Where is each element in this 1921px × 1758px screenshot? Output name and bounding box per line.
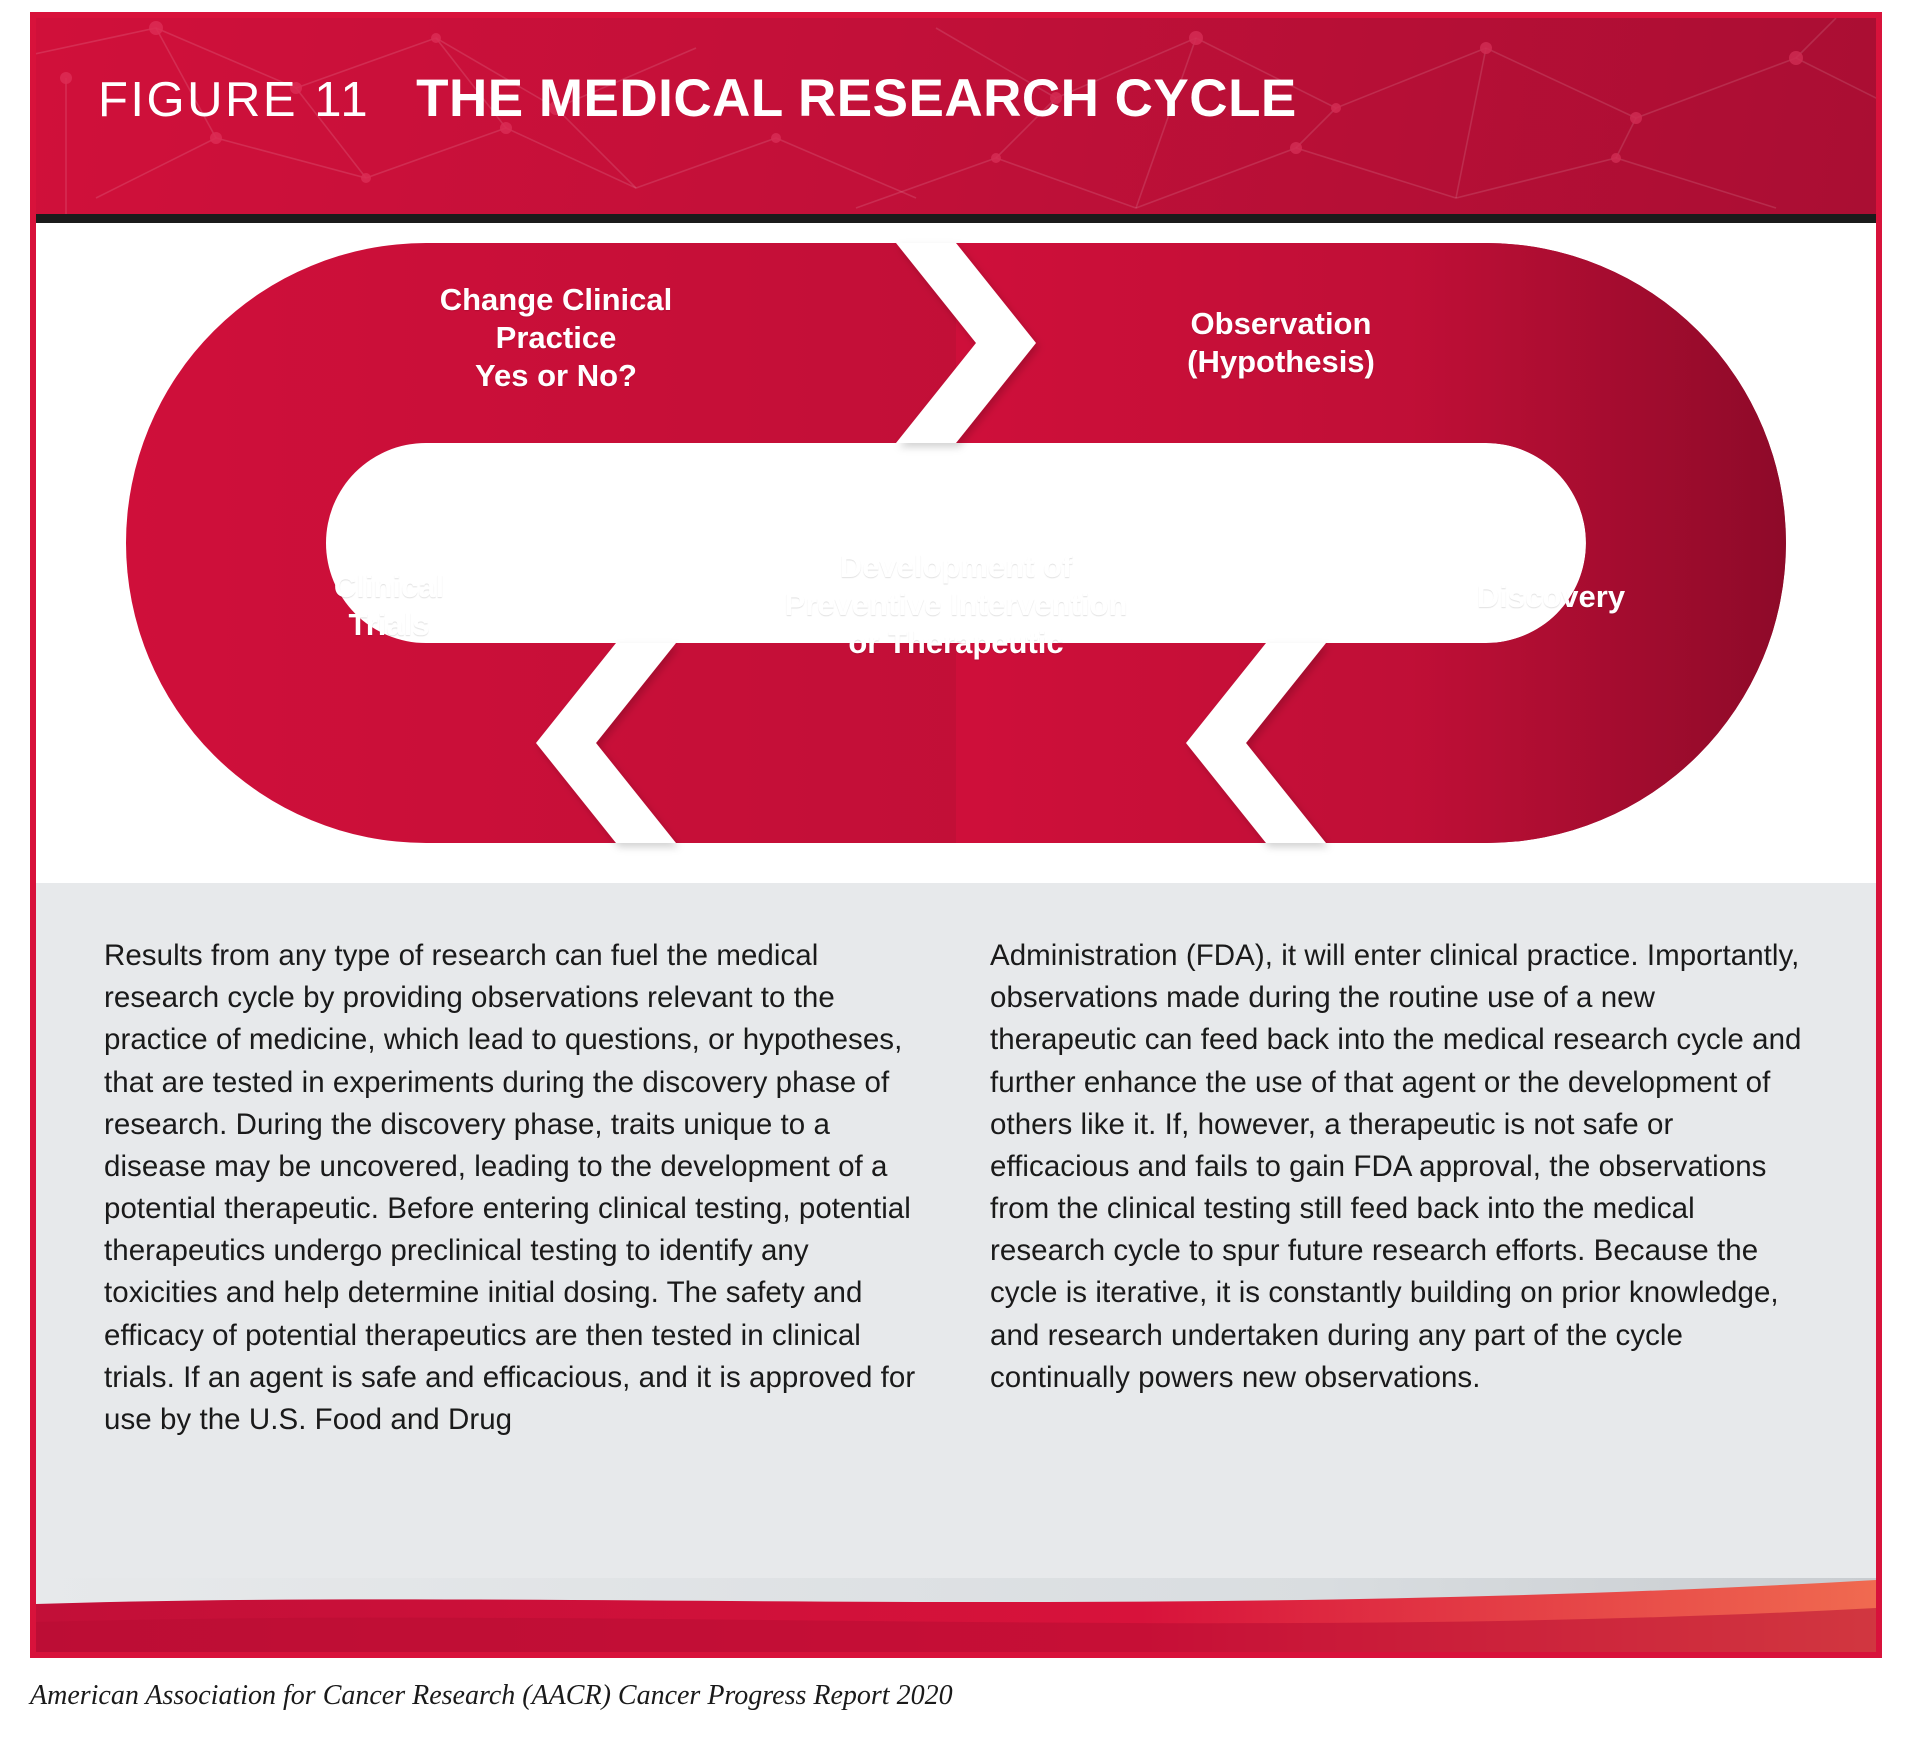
- description-text-right: Administration (FDA), it will enter clinical practice. Importantly, observations made during the routine use of a new therapeutic can feed back into the medical research cycle and further enhance the use of that agent or the development of others like it. If, however, a therapeutic is not safe or efficacious and fails to gain FDA approval, the observations from the clinical testing still feed back into the medical research cycle to spur future research efforts. Because the cycle is iterative, it is constantly building on prior knowledge, and research undertaken during any part of the cycle continually powers new observations.: [990, 939, 1802, 1394]
- figure-card: [30, 12, 1882, 1658]
- node-discovery: [1391, 578, 1711, 616]
- node-change-line1: Change Clinical: [439, 282, 673, 317]
- description-column-right: [990, 935, 1806, 1589]
- node-clinical-line2: Trials: [348, 606, 430, 642]
- node-observation-line2: (Hypothesis): [1187, 343, 1375, 379]
- node-development: [696, 548, 1216, 661]
- node-discovery-line1: Discovery: [1476, 579, 1626, 614]
- node-clinical-trials: [244, 568, 534, 644]
- node-development-line1: Development of: [839, 549, 1073, 584]
- header-text-group: [98, 68, 1297, 129]
- description-column-left: [104, 935, 920, 1589]
- node-change-clinical-practice: [366, 281, 746, 394]
- footer-swoosh-svg: [36, 1578, 1876, 1652]
- node-observation: [1091, 305, 1471, 381]
- node-change-line2: Practice: [495, 319, 617, 355]
- figure-number: FIGURE 11: [98, 73, 371, 127]
- cycle-diagram: [36, 223, 1876, 883]
- figure-header: [36, 18, 1876, 214]
- node-observation-line1: Observation: [1190, 306, 1372, 341]
- header-divider: [36, 214, 1876, 223]
- description-text-left: Results from any type of research can fuel the medical research cycle by providing observations relevant to the practice of medicine, which lead to questions, or hypotheses, that are tested in experiments during the discovery phase of research. During the discovery phase, traits unique to a disease may be uncovered, leading to the development of a potential therapeutic. Before entering clinical testing, potential therapeutics undergo preclinical testing to identify any toxicities and help determine initial dosing. The safety and efficacy of potential therapeutics are then tested in clinical trials. If an agent is safe and efficacious, and it is approved for use by the U.S. Food and Drug: [104, 939, 916, 1436]
- node-development-line2: Preventive Intervention: [784, 586, 1128, 622]
- source-credit: American Association for Cancer Research (AACR) Cancer Progress Report 2020: [30, 1680, 953, 1711]
- figure-title: THE MEDICAL RESEARCH CYCLE: [416, 69, 1297, 128]
- node-clinical-line1: Clinical: [333, 569, 445, 604]
- node-change-line3: Yes or No?: [475, 357, 637, 393]
- description-panel: [36, 883, 1876, 1589]
- node-development-line3: or Therapeutic: [848, 624, 1064, 660]
- footer-swoosh: [36, 1578, 1876, 1652]
